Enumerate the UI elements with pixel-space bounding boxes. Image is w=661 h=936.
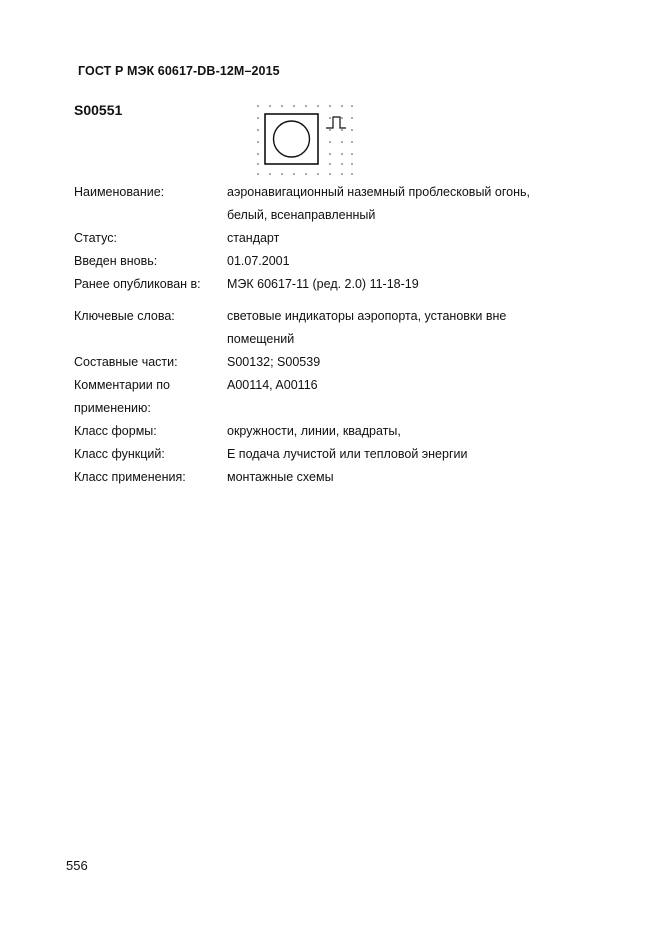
grid-dot <box>341 105 343 107</box>
field-value: 01.07.2001 <box>227 254 290 268</box>
grid-dot <box>257 141 259 143</box>
field-label: Составные части: <box>74 355 178 369</box>
grid-dot <box>329 163 331 165</box>
grid-dot <box>341 141 343 143</box>
grid-dot <box>329 129 331 131</box>
field-value: стандарт <box>227 231 280 245</box>
grid-dot <box>281 173 283 175</box>
grid-dot <box>329 117 331 119</box>
field-label: Ключевые слова: <box>74 309 175 323</box>
field-value: E подача лучистой или тепловой энергии <box>227 447 468 461</box>
grid-dot <box>269 105 271 107</box>
grid-dot <box>351 117 353 119</box>
grid-dot <box>351 163 353 165</box>
field-label: Комментарии по <box>74 378 170 392</box>
field-row <box>74 181 594 227</box>
grid-dot <box>351 129 353 131</box>
grid-dot <box>293 105 295 107</box>
grid-dot <box>341 163 343 165</box>
grid-dot <box>293 173 295 175</box>
grid-dot <box>281 105 283 107</box>
grid-dot <box>305 105 307 107</box>
field-label: Класс применения: <box>74 470 186 484</box>
field-row <box>74 273 594 296</box>
pulse-line <box>326 117 346 128</box>
field-row <box>74 466 594 489</box>
field-row <box>74 443 594 466</box>
field-label: Статус: <box>74 231 117 245</box>
field-label: применению: <box>74 401 151 415</box>
field-row <box>74 227 594 250</box>
field-value: окружности, линии, квадраты, <box>227 424 401 438</box>
field-row <box>74 374 594 397</box>
grid-dot <box>329 173 331 175</box>
grid-dot <box>329 153 331 155</box>
field-row <box>74 420 594 443</box>
field-row <box>74 250 594 273</box>
grid-dot <box>257 117 259 119</box>
symbol-graphic <box>254 102 356 176</box>
grid-dot <box>351 141 353 143</box>
field-row <box>74 305 594 351</box>
grid-dot <box>329 141 331 143</box>
grid-dot <box>341 173 343 175</box>
grid-dot <box>317 173 319 175</box>
grid-dot <box>351 153 353 155</box>
field-value <box>227 397 594 420</box>
field-value: световые индикаторы аэропорта, установки вне помещений <box>227 309 507 346</box>
symbol-code: S00551 <box>74 102 123 118</box>
grid-dot <box>341 153 343 155</box>
grid-dot <box>317 105 319 107</box>
grid-dot <box>257 105 259 107</box>
grid-dot <box>341 129 343 131</box>
grid-dot <box>257 173 259 175</box>
field-label: Наименование: <box>74 185 165 199</box>
grid-dot <box>257 129 259 131</box>
field-list <box>74 181 594 489</box>
grid-dot <box>329 105 331 107</box>
grid-dot <box>351 173 353 175</box>
field-value: монтажные схемы <box>227 470 334 484</box>
field-row <box>74 397 594 420</box>
field-label: Класс формы: <box>74 424 157 438</box>
field-value: МЭК 60617-11 (ред. 2.0) 11-18-19 <box>227 277 419 291</box>
document-header: ГОСТ Р МЭК 60617-DB-12M–2015 <box>78 64 280 78</box>
grid-dot <box>305 173 307 175</box>
field-value: A00114, A00116 <box>227 378 318 392</box>
grid-dot <box>257 153 259 155</box>
field-label: Ранее опубликован в: <box>74 277 201 291</box>
field-label: Введен вновь: <box>74 254 158 268</box>
circle-outline <box>274 121 310 157</box>
grid-dot <box>341 117 343 119</box>
field-row <box>74 351 594 374</box>
field-value: аэронавигационный наземный проблесковый огонь, белый, всенаправленный <box>227 185 530 222</box>
grid-dot <box>351 105 353 107</box>
field-value: S00132; S00539 <box>227 355 321 369</box>
page-number: 556 <box>66 858 88 873</box>
grid-dot <box>257 163 259 165</box>
field-label: Класс функций: <box>74 447 165 461</box>
grid-dot <box>269 173 271 175</box>
